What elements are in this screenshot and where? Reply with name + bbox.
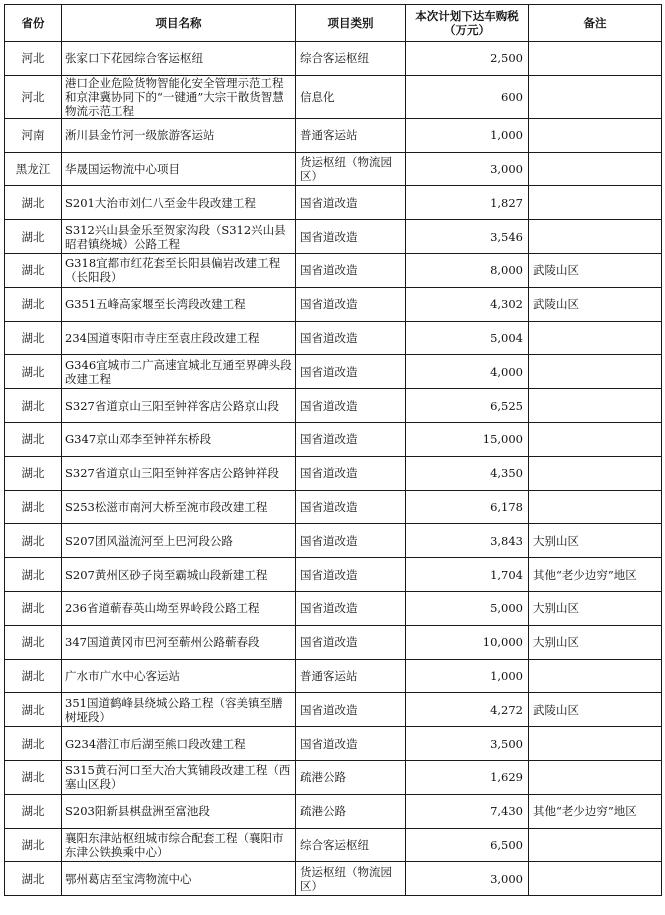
- cell-province: 湖北: [5, 220, 62, 254]
- cell-project-name: S253松滋市南河大桥至涴市段改建工程: [62, 490, 296, 524]
- cell-province: 湖北: [5, 456, 62, 490]
- cell-note: [529, 118, 662, 152]
- cell-note: [529, 389, 662, 423]
- cell-amount: 1,000: [406, 118, 529, 152]
- header-project-name: 项目名称: [62, 5, 296, 42]
- cell-project-type: 普通客运站: [296, 659, 406, 693]
- cell-amount: 15,000: [406, 422, 529, 456]
- cell-note: [529, 75, 662, 118]
- table-row: [5, 659, 662, 693]
- cell-amount: 1,704: [406, 558, 529, 592]
- cell-amount: 2,500: [406, 42, 529, 76]
- table-row: [5, 389, 662, 423]
- cell-amount: 4,350: [406, 456, 529, 490]
- cell-project-name: S207黄州区砂子岗至霸城山段新建工程: [62, 558, 296, 592]
- cell-project-type: 国省道改造: [296, 693, 406, 727]
- cell-province: 湖北: [5, 862, 62, 896]
- cell-province: 湖北: [5, 727, 62, 761]
- cell-province: 湖北: [5, 558, 62, 592]
- cell-province: 湖北: [5, 253, 62, 287]
- table-row: [5, 693, 662, 727]
- cell-project-type: 国省道改造: [296, 355, 406, 389]
- cell-project-type: 信息化: [296, 75, 406, 118]
- cell-project-name: 港口企业危险货物智能化安全管理示范工程和京津冀协同下的“一键通”大宗干散货智慧物流示范工程: [62, 75, 296, 118]
- cell-project-name: G347京山邓李至钟祥东桥段: [62, 422, 296, 456]
- cell-note: 武陵山区: [529, 287, 662, 321]
- cell-project-name: S201大治市刘仁八至金牛段改建工程: [62, 186, 296, 220]
- cell-project-name: 鄂州葛店至宝湾物流中心: [62, 862, 296, 896]
- cell-note: [529, 355, 662, 389]
- cell-project-name: S315黄石河口至大冶大箕铺段改建工程（西塞山区段）: [62, 760, 296, 794]
- cell-province: 河南: [5, 118, 62, 152]
- header-note: 备注: [529, 5, 662, 42]
- table-row: [5, 524, 662, 558]
- table-row: [5, 422, 662, 456]
- cell-amount: 5,004: [406, 321, 529, 355]
- cell-note: 大别山区: [529, 625, 662, 659]
- cell-amount: 1,827: [406, 186, 529, 220]
- cell-project-type: 普通客运站: [296, 118, 406, 152]
- cell-amount: 6,525: [406, 389, 529, 423]
- cell-amount: 7,430: [406, 794, 529, 828]
- cell-project-name: 234国道枣阳市寺庄至袁庄段改建工程: [62, 321, 296, 355]
- cell-project-type: 国省道改造: [296, 422, 406, 456]
- cell-amount: 10,000: [406, 625, 529, 659]
- cell-amount: 1,000: [406, 659, 529, 693]
- cell-amount: 6,500: [406, 828, 529, 862]
- cell-amount: 3,843: [406, 524, 529, 558]
- cell-project-type: 疏港公路: [296, 794, 406, 828]
- table-row: [5, 321, 662, 355]
- cell-project-name: S203阳新县棋盘洲至富池段: [62, 794, 296, 828]
- table-row: [5, 625, 662, 659]
- cell-note: [529, 659, 662, 693]
- cell-project-type: 国省道改造: [296, 591, 406, 625]
- cell-amount: 3,000: [406, 152, 529, 186]
- table-row: [5, 220, 662, 254]
- table-row: [5, 152, 662, 186]
- table-row: [5, 186, 662, 220]
- cell-province: 湖北: [5, 389, 62, 423]
- cell-project-type: 综合客运枢纽: [296, 828, 406, 862]
- project-table-container: [4, 4, 662, 896]
- cell-province: 湖北: [5, 625, 62, 659]
- cell-note: [529, 42, 662, 76]
- cell-province: 湖北: [5, 693, 62, 727]
- cell-province: 湖北: [5, 490, 62, 524]
- cell-project-type: 国省道改造: [296, 625, 406, 659]
- cell-note: 大别山区: [529, 591, 662, 625]
- table-row: [5, 75, 662, 118]
- cell-amount: 1,629: [406, 760, 529, 794]
- cell-note: [529, 321, 662, 355]
- cell-amount: 3,500: [406, 727, 529, 761]
- cell-note: [529, 422, 662, 456]
- cell-province: 湖北: [5, 659, 62, 693]
- cell-project-type: 国省道改造: [296, 524, 406, 558]
- cell-amount: 8,000: [406, 253, 529, 287]
- table-row: [5, 355, 662, 389]
- table-row: [5, 253, 662, 287]
- table-row: [5, 794, 662, 828]
- cell-project-name: G351五峰高家堰至长湾段改建工程: [62, 287, 296, 321]
- cell-project-type: 国省道改造: [296, 490, 406, 524]
- table-row: [5, 558, 662, 592]
- header-project-type: 项目类别: [296, 5, 406, 42]
- cell-project-type: 货运枢纽（物流园区）: [296, 152, 406, 186]
- cell-project-type: 疏港公路: [296, 760, 406, 794]
- cell-project-type: 国省道改造: [296, 287, 406, 321]
- cell-note: [529, 152, 662, 186]
- cell-note: 大别山区: [529, 524, 662, 558]
- cell-note: [529, 828, 662, 862]
- cell-note: 武陵山区: [529, 693, 662, 727]
- project-table: [4, 4, 662, 896]
- cell-amount: 4,302: [406, 287, 529, 321]
- cell-project-name: S312兴山县金乐至贺家沟段（S312兴山县昭君镇绕城）公路工程: [62, 220, 296, 254]
- cell-project-type: 国省道改造: [296, 186, 406, 220]
- table-row: [5, 287, 662, 321]
- header-amount-line2: （万元）: [444, 23, 490, 37]
- cell-project-name: G346宜城市二广高速宜城北互通至界碑头段改建工程: [62, 355, 296, 389]
- cell-province: 湖北: [5, 794, 62, 828]
- table-body: [5, 42, 662, 896]
- cell-province: 湖北: [5, 760, 62, 794]
- cell-province: 湖北: [5, 321, 62, 355]
- cell-note: [529, 727, 662, 761]
- cell-note: 其他“老少边穷”地区: [529, 794, 662, 828]
- cell-province: 湖北: [5, 591, 62, 625]
- cell-note: 其他“老少边穷”地区: [529, 558, 662, 592]
- cell-project-name: 张家口下花园综合客运枢纽: [62, 42, 296, 76]
- table-row: [5, 828, 662, 862]
- cell-project-type: 国省道改造: [296, 558, 406, 592]
- cell-note: [529, 220, 662, 254]
- cell-province: 湖北: [5, 287, 62, 321]
- cell-province: 黑龙江: [5, 152, 62, 186]
- table-row: [5, 760, 662, 794]
- cell-province: 湖北: [5, 422, 62, 456]
- table-row: [5, 456, 662, 490]
- cell-amount: 5,000: [406, 591, 529, 625]
- cell-project-type: 综合客运枢纽: [296, 42, 406, 76]
- cell-province: 湖北: [5, 186, 62, 220]
- header-amount: [406, 5, 529, 42]
- table-row: [5, 490, 662, 524]
- table-row: [5, 42, 662, 76]
- cell-project-name: 淅川县金竹河一级旅游客运站: [62, 118, 296, 152]
- cell-amount: 600: [406, 75, 529, 118]
- cell-amount: 4,272: [406, 693, 529, 727]
- cell-amount: 3,000: [406, 862, 529, 896]
- cell-amount: 6,178: [406, 490, 529, 524]
- cell-province: 河北: [5, 75, 62, 118]
- cell-note: 武陵山区: [529, 253, 662, 287]
- cell-note: [529, 186, 662, 220]
- table-row: [5, 727, 662, 761]
- table-row: [5, 118, 662, 152]
- cell-note: [529, 456, 662, 490]
- header-amount-line1: 本次计划下达车购税: [415, 9, 519, 23]
- header-province: 省份: [5, 5, 62, 42]
- cell-note: [529, 862, 662, 896]
- cell-amount: 3,546: [406, 220, 529, 254]
- cell-province: 河北: [5, 42, 62, 76]
- cell-note: [529, 490, 662, 524]
- cell-project-type: 国省道改造: [296, 389, 406, 423]
- table-row: [5, 591, 662, 625]
- cell-project-name: 华晟国运物流中心项目: [62, 152, 296, 186]
- cell-province: 湖北: [5, 828, 62, 862]
- cell-project-name: 347国道黄冈市巴河至蕲州公路蕲春段: [62, 625, 296, 659]
- cell-amount: 4,000: [406, 355, 529, 389]
- cell-project-type: 国省道改造: [296, 253, 406, 287]
- cell-project-type: 货运枢纽（物流园区）: [296, 862, 406, 896]
- cell-project-name: 襄阳东津站枢纽城市综合配套工程（襄阳市东津公铁换乘中心）: [62, 828, 296, 862]
- cell-project-name: S327省道京山三阳至钟祥客店公路京山段: [62, 389, 296, 423]
- cell-project-type: 国省道改造: [296, 220, 406, 254]
- cell-project-type: 国省道改造: [296, 321, 406, 355]
- cell-province: 湖北: [5, 355, 62, 389]
- cell-project-name: G318宜都市红花套至长阳县偏岩改建工程（长阳段）: [62, 253, 296, 287]
- cell-project-type: 国省道改造: [296, 727, 406, 761]
- cell-province: 湖北: [5, 524, 62, 558]
- cell-project-name: S327省道京山三阳至钟祥客店公路钟祥段: [62, 456, 296, 490]
- cell-note: [529, 760, 662, 794]
- cell-project-type: 国省道改造: [296, 456, 406, 490]
- table-row: [5, 862, 662, 896]
- cell-project-name: G234潜江市后湖至熊口段改建工程: [62, 727, 296, 761]
- cell-project-name: S207团风溢流河至上巴河段公路: [62, 524, 296, 558]
- cell-project-name: 广水市广水中心客运站: [62, 659, 296, 693]
- cell-project-name: 236省道蕲春英山坳至界岭段公路工程: [62, 591, 296, 625]
- table-header-row: [5, 5, 662, 42]
- cell-project-name: 351国道鹤峰县绕城公路工程（容美镇至膳树垭段）: [62, 693, 296, 727]
